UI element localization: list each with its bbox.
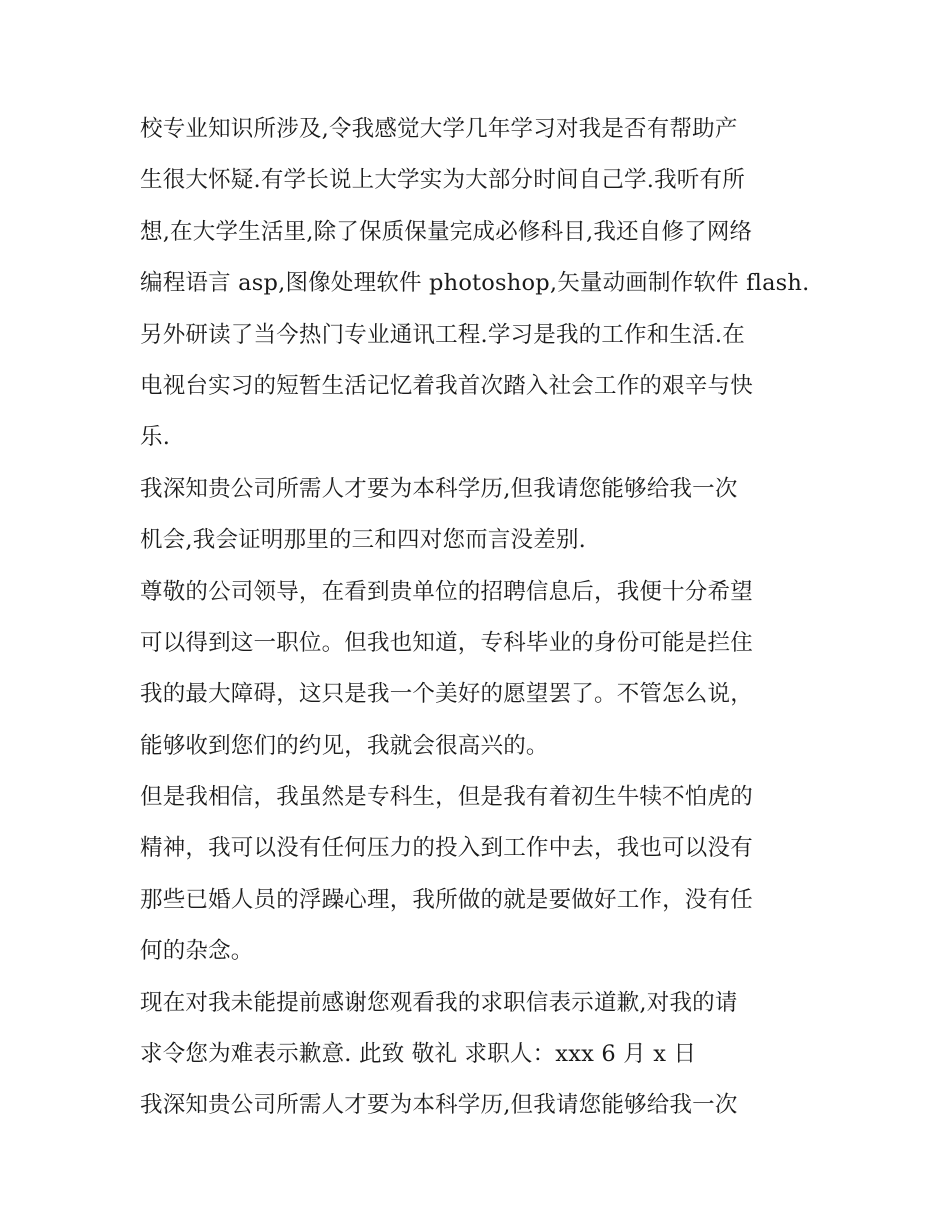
text-line: 那些已婚人员的浮躁心理，我所做的就是要做好工作，没有任 bbox=[140, 886, 753, 913]
text-line: 精神，我可以没有任何压力的投入到工作中去，我也可以没有 bbox=[140, 835, 753, 862]
text-line: 我深知贵公司所需人才要为本科学历,但我请您能够给我一次 bbox=[140, 1092, 738, 1119]
text-line: 乐. bbox=[140, 424, 171, 451]
text-line: 能够收到您们的约见，我就会很高兴的。 bbox=[140, 732, 549, 759]
text-line: 现在对我未能提前感谢您观看我的求职信表示道歉,对我的请 bbox=[140, 989, 738, 1016]
text-line: 生很大怀疑.有学长说上大学实为大部分时间自己学.我听有所 bbox=[140, 167, 745, 194]
text-line: 校专业知识所涉及,令我感觉大学几年学习对我是否有帮助产 bbox=[140, 116, 738, 142]
text-line: 我深知贵公司所需人才要为本科学历,但我请您能够给我一次 bbox=[140, 475, 738, 502]
text-line: 可以得到这一职位。但我也知道，专科毕业的身份可能是拦住 bbox=[140, 629, 753, 656]
text-line: 机会,我会证明那里的三和四对您而言没差别. bbox=[140, 527, 587, 554]
text-line: 想,在大学生活里,除了保质保量完成必修科目,我还自修了网络 bbox=[140, 218, 753, 245]
letter-body bbox=[140, 104, 820, 1132]
text-line: 电视台实习的短暂生活记忆着我首次踏入社会工作的艰辛与快 bbox=[140, 372, 753, 399]
text-line: 尊敬的公司领导，在看到贵单位的招聘信息后，我便十分希望 bbox=[140, 578, 753, 605]
text-line: 另外研读了当今热门专业通讯工程.学习是我的工作和生活.在 bbox=[140, 321, 745, 348]
text-line: 何的杂念。 bbox=[140, 938, 254, 965]
text-line: 求令您为难表示歉意. 此致 敬礼 求职人：xxx 6 月 x 日 bbox=[140, 1041, 697, 1068]
text-line: 编程语言 asp,图像处理软件 photoshop,矢量动画制作软件 flash. bbox=[140, 270, 810, 297]
text-line: 但是我相信，我虽然是专科生，但是我有着初生牛犊不怕虎的 bbox=[140, 784, 753, 811]
text-line: 我的最大障碍，这只是我一个美好的愿望罢了。不管怎么说， bbox=[140, 681, 753, 708]
